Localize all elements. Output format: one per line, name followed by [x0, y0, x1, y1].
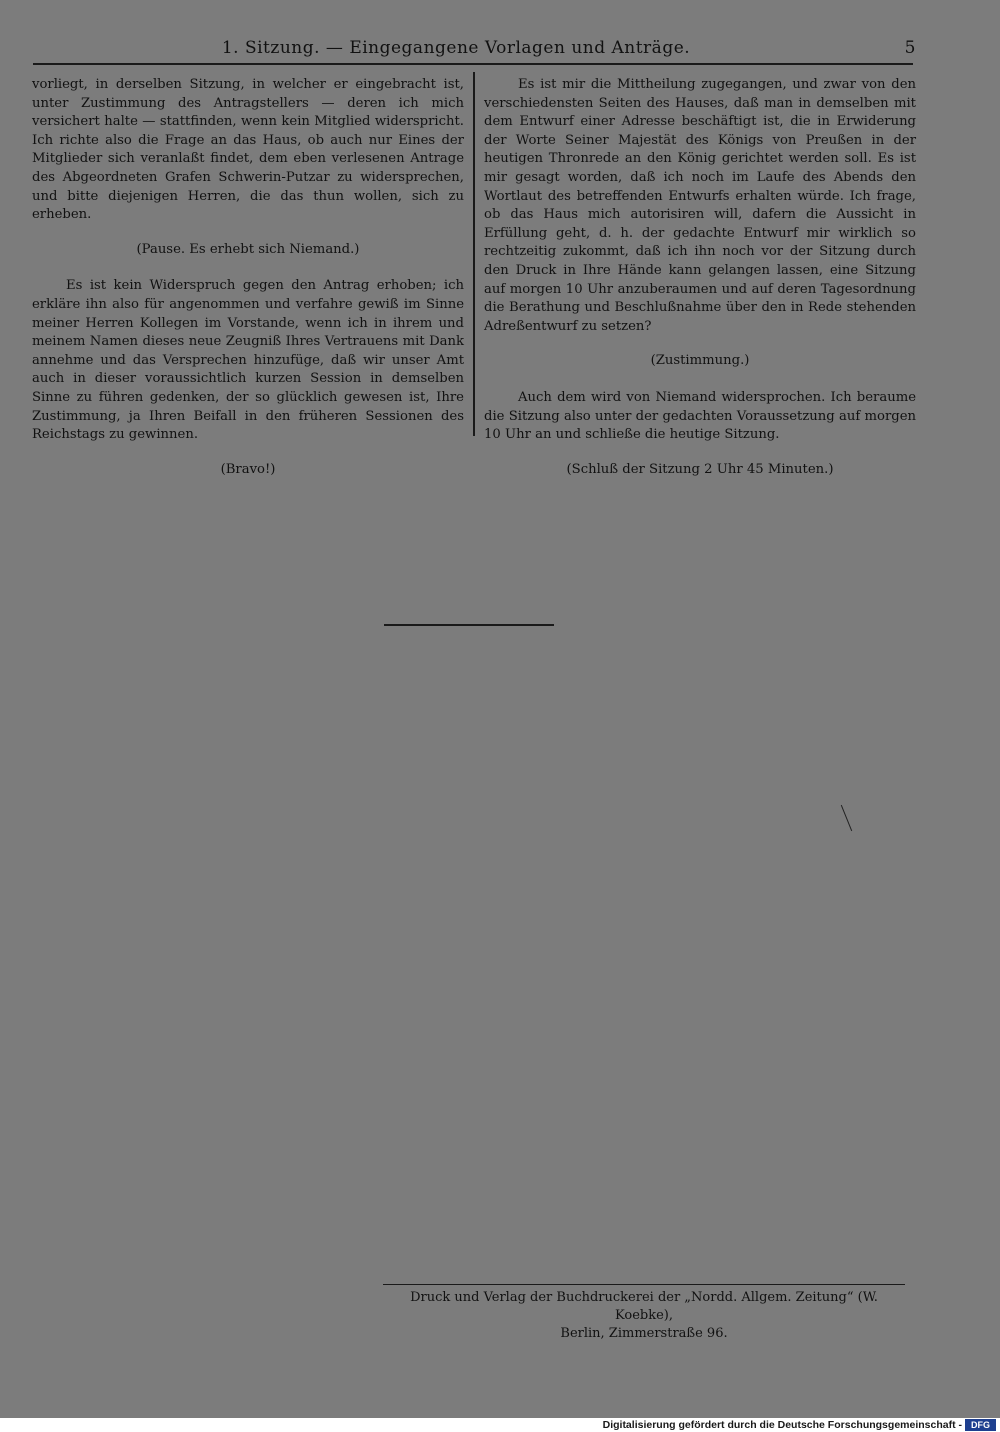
end-of-text-rule — [384, 624, 554, 626]
stage-direction: (Pause. Es erhebt sich Niemand.) — [136, 241, 360, 257]
stage-direction: (Bravo!) — [220, 461, 276, 477]
imprint-line: Berlin, Zimmerstraße 96. — [560, 1326, 728, 1341]
paragraph: Es ist kein Widerspruch gegen den Antrag erhoben; ich erkläre ihn also für angenommen und verfahre gewiß im Sinne meiner Herren Kollegen im Vorstande, wenn ich in ihrem und meinem Namen dieses neue Zeugniß Ihres Vertrauens mit Dank annehme und das Versprechen hinzufüge, daß wir unser Amt auch in dieser voraussichtlich kurzen Session in demselben Sinne zu führen gedenken, der so glücklich gewesen ist, Ihre Zustimmung, ja Ihren Beifall in den früheren Sessionen des Reichstags zu gewinnen. — [32, 278, 464, 443]
digitization-credit: Digitalisierung gefördert durch die Deutsche Forschungsgemeinschaft - — [602, 1419, 962, 1431]
header-rule — [33, 63, 913, 65]
left-column — [32, 76, 464, 497]
imprint-rule — [383, 1284, 905, 1285]
paragraph: Auch dem wird von Niemand widersprochen. Ich beraume die Sitzung also unter der gedachten Voraussetzung auf morgen 10 Uhr an und schließe die heutige Sitzung. — [484, 389, 916, 443]
stage-direction: (Schluß der Sitzung 2 Uhr 45 Minuten.) — [566, 461, 834, 477]
page-header — [36, 36, 916, 62]
column-divider — [473, 72, 475, 436]
paragraph: Es ist mir die Mittheilung zugegangen, und zwar von den verschiedensten Seiten des Hauses, daß man in demselben mit dem Entwurf einer Adresse beschäftigt ist, die in Erwiderung der Worte Seiner Majestät des Königs von Preußen in der heutigen Thronrede an den König gerichtet werden soll. Es ist mir gesagt worden, daß ich noch im Laufe des Abends den Wortlaut des betreffenden Entwurfs erhalten würde. Ich frage, ob das Haus mich autorisiren will, dafern die Aussicht in Erfüllung geht, d. h. der gedachte Entwurf mir wirklich so rechtzeitig zukommt, daß ich ihn noch vor der Sitzung durch den Druck in Ihre Hände kann gelangen lassen, eine Sitzung auf morgen 10 Uhr anzuberaumen und auf deren Tagesordnung die Berathung und Beschlußnahme über den in Rede stehenden Adreßentwurf zu setzen? — [484, 77, 916, 334]
printer-imprint — [383, 1289, 905, 1343]
imprint-line: Druck und Verlag der Buchdruckerei der „Nordd. Allgem. Zeitung“ (W. Koebke), — [410, 1290, 878, 1323]
paragraph: vorliegt, in derselben Sitzung, in welcher er eingebracht ist, unter Zustimmung des Antragstellers — deren ich mich versichert halte — stattfinden, wenn kein Mitglied widerspricht. Ich richte also die Frage an das Haus, ob auch nur Eines der Mitglieder sich veranlaßt findet, dem eben verlesenen Antrage des Abgeordneten Grafen Schwerin-Putzar zu widersprechen, und bitte diejenigen Herren, die das thun wollen, sich zu erheben. — [32, 77, 464, 223]
right-column — [484, 76, 916, 497]
page-number: 5 — [904, 38, 916, 58]
dfg-logo-icon: DFG — [965, 1419, 996, 1431]
running-title: 1. Sitzung. — Eingegangene Vorlagen und Anträge. — [221, 38, 691, 58]
stage-direction: (Zustimmung.) — [650, 353, 750, 369]
